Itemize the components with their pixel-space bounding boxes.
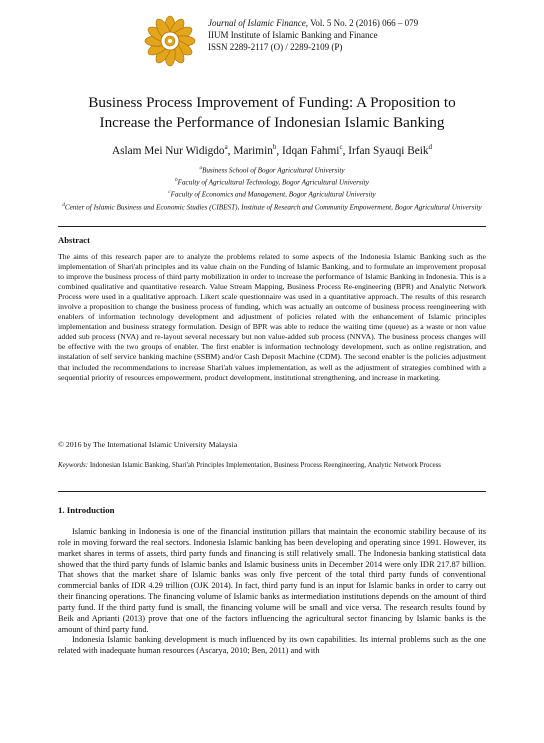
affiliation <box>40 164 504 176</box>
affiliation <box>40 188 504 200</box>
author-name: Aslam Mei Nur Widigdo <box>111 144 225 157</box>
keywords <box>58 461 486 471</box>
affiliation-mark: d <box>62 202 65 208</box>
section-heading: 1. Introduction <box>58 505 115 515</box>
journal-institute: IIUM Institute of Islamic Banking and Finance <box>208 30 378 40</box>
paper-title <box>20 93 524 133</box>
keywords-text: Indonesian Islamic Banking, Shari'ah Principles Implementation, Business Process Reengineering, Analytic Network Process <box>89 461 442 469</box>
author-separator: , <box>342 144 349 157</box>
paragraph: Islamic banking in Indonesia is one of the financial institution pillars that maintain the economic stability because of its role in moving forward the real sectors. Indonesia Islamic banking has been developing and operating since 1991. However, its market shares in terms of assets, third party funds and financing is still relatively small. The Indonesia banking statistical data showed that the third party funds of Islamic banks and Islamic business units in December 2014 were only IDR 217.87 billion. That shows that the market share of Islamic banks was only five percent of the total third party funds of conventional commercial banks of IDR 4.29 trillion (OJK 2014). In fact, third party fund is an input for Islamic banks in order to carry out their financing operations. The financing volume of Islamic banks as intermediation institutions depends on the amount of third party fund. If the third party fund is small, the financing volume will be small and vice versa. The research results found by Beik and Aprianti (2013) prove that one of the factors influencing the agricultural sector financing by Islamic banks is the amount of third party fund. <box>58 527 486 634</box>
title-line: Increase the Performance of Indonesian Islamic Banking <box>99 114 445 131</box>
divider-bottom <box>58 491 486 492</box>
author-mark: a <box>224 143 228 151</box>
affiliation-text: Faculty of Agricultural Technology, Bogor Agricultural University <box>177 178 369 187</box>
affiliation-text: Center of Islamic Business and Economic Studies (CIBEST), Institute of Research and Community Empowerment, Bogor Agricultural University <box>64 202 482 211</box>
introduction-body <box>58 527 486 657</box>
divider-top <box>58 226 486 227</box>
author-separator: , <box>276 144 283 157</box>
affiliation <box>40 201 504 213</box>
author-mark: b <box>272 143 277 151</box>
affiliation-mark: b <box>175 178 178 184</box>
author-list <box>20 140 524 159</box>
affiliation-text: Faculty of Economics and Management, Bogor Agricultural University <box>170 190 376 199</box>
affiliation-mark: a <box>199 166 202 171</box>
affiliation-mark: c <box>168 190 171 196</box>
author-name: Idqan Fahmi <box>282 144 340 157</box>
journal-issn: ISSN 2289-2117 (O) / 2289-2109 (P) <box>208 42 343 52</box>
journal-logo <box>142 13 198 69</box>
paragraph: Indonesia Islamic banking development is much influenced by its own capabilities. Its internal problems such as the one related with inadequate human resources (Ascarya, 2010; Ben, 2011) and with <box>58 635 486 656</box>
affiliation-list <box>40 164 504 213</box>
title-line: Business Process Improvement of Funding: A Proposition to <box>88 94 456 111</box>
abstract-text: The aims of this research paper are to analyze the problems related to some aspects of the Indonesia Islamic Banking such as the implementation of Shari'ah principles and its value chain on the Funding of Islamic Banking, and to formulate an improvement proposal to improve the business process of third party mobilization in order to increase the performance of Islamic Banking in Indonesia. This is a combined qualitative and quantitative research. Value Stream Mapping, Business Process Re-engineering (BPR) and Analytic Network Process were used in a qualitative approach. Likert scale questionnaire was used in a quantitative approach. The results of this research involve a proposition to change the business process of funding, which was actually an outcome of business process reengineering with enablers of information technology development and adjustment of policies related with the enhancement of Islamic principles implementation and business strategy formulation. Design of BPR was able to reduce the waiting time (queue) as a waste or non value added sub process (NVA) and re-layout several necessary but non value-added sub process (NNVA). The business process changes will be effective with the two groups of enabler. The first enabler is information technology development, such as online registration, and instalation of self service banking machine (SSBM) and/or Cash Deposit Machine (CDM). The second enabler is the policies adjustment that included the recommendations to increase Shari'ah values implementation, as well as the adjustment of strategies combined with a sequential priority of resources empowerment, product development, institutional strengthening, and increase in marketing. <box>58 252 486 382</box>
author-name: Irfan Syauqi Beik <box>348 144 429 157</box>
journal-citation-line <box>208 17 418 29</box>
journal-info <box>208 17 418 53</box>
journal-name: Journal of Islamic Finance <box>208 18 306 28</box>
journal-volume: , Vol. 5 No. 2 (2016) 066 – 079 <box>305 18 419 28</box>
keywords-label: Keywords: <box>58 461 89 469</box>
author-name: Marimin <box>233 144 273 157</box>
author-mark: d <box>428 143 433 151</box>
author-separator: , <box>227 144 234 157</box>
author-mark: c <box>339 143 343 151</box>
affiliation <box>40 176 504 188</box>
affiliation-text: Business School of Bogor Agricultural University <box>201 166 345 175</box>
abstract-heading: Abstract <box>58 235 90 245</box>
copyright-notice: © 2016 by The International Islamic University Malaysia <box>58 440 238 449</box>
